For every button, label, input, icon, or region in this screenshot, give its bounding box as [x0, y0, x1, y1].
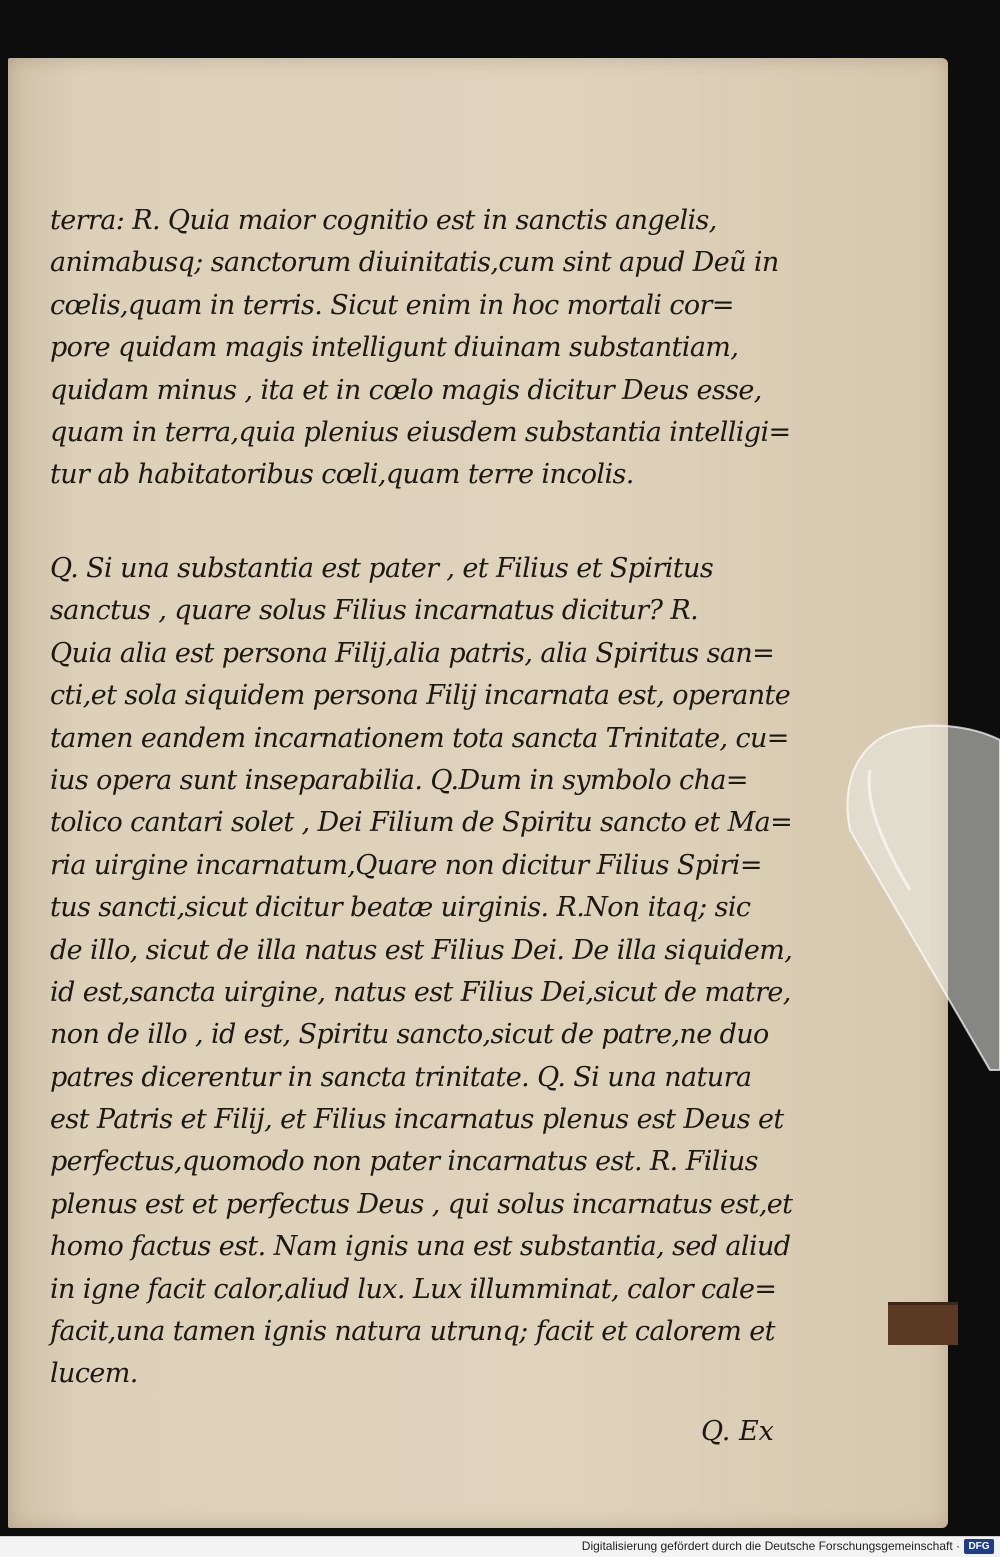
text-line: id est,sancta uirgine, natus est Filius Dei,sicut de matre,	[50, 976, 791, 1008]
text-line: cti,et sola siquidem persona Filij incarnata est, operante	[50, 680, 791, 712]
text-line: quam in terra,quia plenius eiusdem substantia intelligi=	[50, 416, 791, 448]
text-line: in igne facit calor,aliud lux. Lux illumminat, calor cale=	[50, 1273, 777, 1305]
catchword: Q. Ex	[701, 1416, 774, 1447]
bookmark-tab	[888, 1302, 958, 1345]
text-line: animabusq; sanctorum diuinitatis,cum sint apud Deũ in	[50, 247, 779, 279]
text-line: tus sancti,sicut dicitur beatæ uirginis. R.Non itaq; sic	[50, 892, 751, 924]
footer-bar	[0, 1536, 1000, 1557]
text-line: non de illo , id est, Spiritu sancto,sicut de patre,ne duo	[50, 1019, 769, 1051]
text-line: facit,una tamen ignis natura utrunq; facit et calorem et	[50, 1316, 775, 1348]
paragraph-1	[50, 200, 810, 497]
text-line: lucem.	[50, 1358, 138, 1390]
dfg-logo: DFG	[964, 1539, 994, 1554]
text-line: Q. Si una substantia est pater , et Filius et Spiritus	[50, 553, 714, 584]
text-line: plenus est et perfectus Deus , qui solus incarnatus est,et	[50, 1188, 793, 1220]
text-line: ius opera sunt inseparabilia. Q.Dum in symbolo cha=	[50, 764, 748, 796]
text-line: de illo, sicut de illa natus est Filius Dei. De illa siquidem,	[50, 934, 793, 966]
text-line: est Patris et Filij, et Filius incarnatus plenus est Deus et	[50, 1104, 784, 1136]
text-line: tur ab habitatoribus cœli,quam terre incolis.	[50, 459, 634, 491]
text-line: Quia alia est persona Filij,alia patris, alia Spiritus san=	[50, 637, 775, 669]
text-line: tamen eandem incarnationem tota sancta Trinitate, cu=	[50, 722, 789, 754]
text-line: perfectus,quomodo non pater incarnatus est. R. Filius	[50, 1146, 758, 1178]
text-line: quidam minus , ita et in cœlo magis dicitur Deus esse,	[50, 374, 762, 406]
text-line: cœlis,quam in terris. Sicut enim in hoc mortali cor=	[50, 289, 734, 321]
text-line: patres dicerentur in sancta trinitate. Q. Si una natura	[50, 1061, 752, 1093]
text-line: pore quidam magis intelligunt diuinam substantiam,	[50, 332, 739, 364]
paragraph-2	[50, 548, 810, 1396]
text-line: sanctus , quare solus Filius incarnatus dicitur? R.	[50, 595, 699, 627]
footer-credit: Digitalisierung gefördert durch die Deutsche Forschungsgemeinschaft ·	[581, 1539, 960, 1553]
book-page	[8, 58, 948, 1528]
text-line: ria uirgine incarnatum,Quare non dicitur Filius Spiri=	[50, 849, 762, 881]
text-line: homo factus est. Nam ignis una est substantia, sed aliud	[50, 1231, 791, 1263]
glass-clip	[840, 720, 1000, 1080]
text-line: terra: R. Quia maior cognitio est in sanctis angelis,	[50, 205, 717, 236]
text-line: tolico cantari solet , Dei Filium de Spiritu sancto et Ma=	[50, 807, 793, 839]
